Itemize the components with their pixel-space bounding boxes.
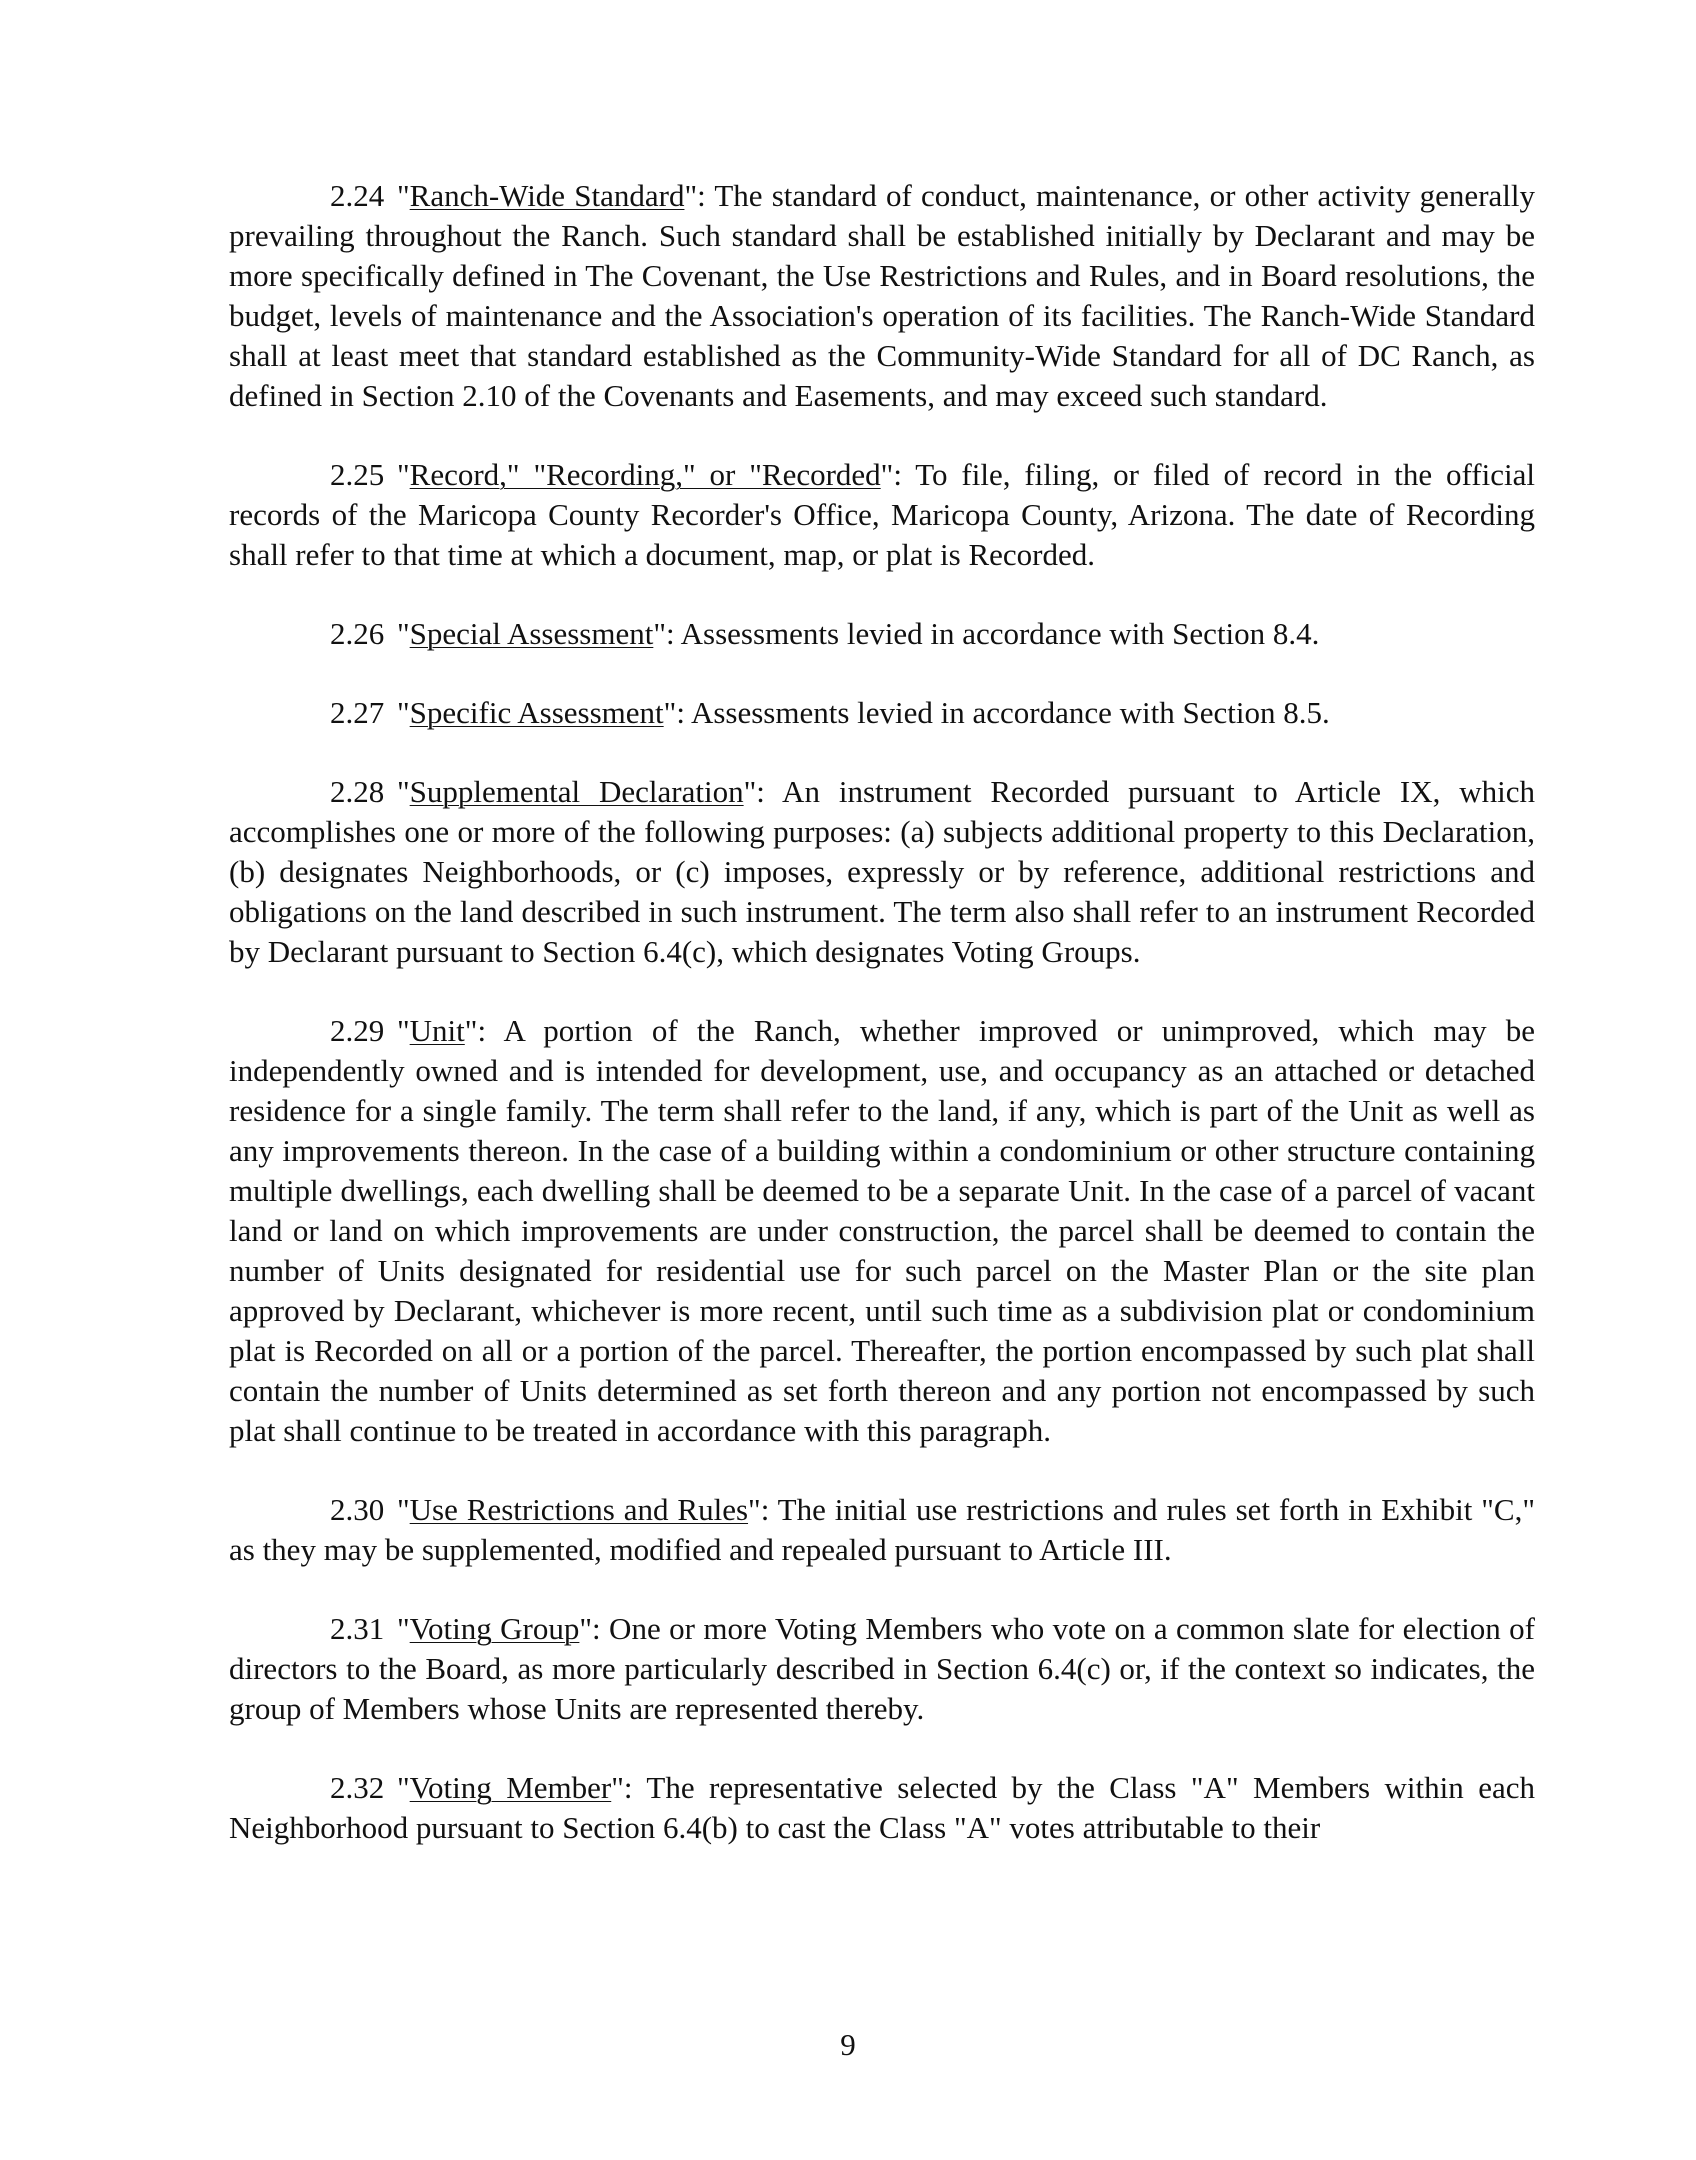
section-number: 2.32	[330, 1770, 385, 1805]
definition-paragraph: 2.30 "Use Restrictions and Rules": The initial use restrictions and rules set forth in Exhibit "C," as they may be supplemented, modified and repealed pursuant to Article III.	[229, 1492, 1535, 1567]
defined-term: Voting Member	[409, 1770, 612, 1805]
definitions-section	[229, 176, 1535, 1887]
defined-term: Voting Group	[409, 1611, 580, 1646]
definition-paragraph: 2.31 "Voting Group": One or more Voting Members who vote on a common slate for election of directors to the Board, as more particularly described in Section 6.4(c) or, if the context so indicates, the group of Members whose Units are represented thereby.	[229, 1611, 1535, 1726]
definition-text: : Assessments levied in accordance with Section 8.4.	[665, 616, 1320, 651]
section-number: 2.26	[330, 616, 385, 651]
section-number: 2.28	[330, 774, 385, 809]
definition-text: : A portion of the Ranch, whether improved or unimproved, which may be independently owned and is intended for development, use, and occupancy as an attached or detached residence for a single family. The term shall refer to the land, if any, which is part of the Unit as well as any improvements thereon. In the case of a building within a condominium or other structure containing multiple dwellings, each dwelling shall be deemed to be a separate Unit. In the case of a parcel of vacant land or land on which improvements are under construction, the parcel shall be deemed to contain the number of Units designated for residential use for such parcel on the Master Plan or the site plan approved by Declarant, whichever is more recent, until such time as a subdivision plat or condominium plat is Recorded on all or a portion of the parcel. Thereafter, the portion encompassed by such plat shall contain the number of Units determined as set forth thereon and any portion not encompassed by such plat shall continue to be treated in accordance with this paragraph.	[229, 1013, 1535, 1448]
section-number: 2.27	[330, 695, 385, 730]
section-number: 2.31	[330, 1611, 385, 1646]
section-number: 2.30	[330, 1492, 385, 1527]
definition-paragraph: 2.28 "Supplemental Declaration": An instrument Recorded pursuant to Article IX, which accomplishes one or more of the following purposes: (a) subjects additional property to this Declaration, (b) designates Neighborhoods, or (c) imposes, expressly or by reference, additional restrictions and obligations on the land described in such instrument. The term also shall refer to an instrument Recorded by Declarant pursuant to Section 6.4(c), which designates Voting Groups.	[229, 774, 1535, 969]
defined-term: Unit	[409, 1013, 465, 1048]
definition-text: : One or more Voting Members who vote on a common slate for election of directors to the Board, as more particularly described in Section 6.4(c) or, if the context so indicates, the group of Members whose Units are represented thereby.	[229, 1611, 1535, 1726]
definition-paragraph: 2.29 "Unit": A portion of the Ranch, whether improved or unimproved, which may be independently owned and is intended for development, use, and occupancy as an attached or detached residence for a single family. The term shall refer to the land, if any, which is part of the Unit as well as any improvements thereon. In the case of a building within a condominium or other structure containing multiple dwellings, each dwelling shall be deemed to be a separate Unit. In the case of a parcel of vacant land or land on which improvements are under construction, the parcel shall be deemed to contain the number of Units designated for residential use for such parcel on the Master Plan or the site plan approved by Declarant, whichever is more recent, until such time as a subdivision plat or condominium plat is Recorded on all or a portion of the parcel. Thereafter, the portion encompassed by such plat shall contain the number of Units determined as set forth thereon and any portion not encompassed by such plat shall continue to be treated in accordance with this paragraph.	[229, 1013, 1535, 1448]
defined-term: Specific Assessment	[409, 695, 664, 730]
defined-term: Special Assessment	[409, 616, 654, 651]
definition-paragraph: 2.24 "Ranch-Wide Standard": The standard of conduct, maintenance, or other activity generally prevailing throughout the Ranch. Such standard shall be established initially by Declarant and may be more specifically defined in The Covenant, the Use Restrictions and Rules, and in Board resolutions, the budget, levels of maintenance and the Association's operation of its facilities. The Ranch-Wide Standard shall at least meet that standard established as the Community-Wide Standard for all of DC Ranch, as defined in Section 2.10 of the Covenants and Easements, and may exceed such standard.	[229, 178, 1535, 413]
definition-text: : The initial use restrictions and rules set forth in Exhibit "C," as they may be supplemented, modified and repealed pursuant to Article III.	[229, 1492, 1535, 1567]
definition-paragraph: 2.25 "Record," "Recording," or "Recorded": To file, filing, or filed of record in the official records of the Maricopa County Recorder's Office, Maricopa County, Arizona. The date of Recording shall refer to that time at which a document, map, or plat is Recorded.	[229, 457, 1535, 572]
section-number: 2.29	[330, 1013, 385, 1048]
section-number: 2.25	[330, 457, 385, 492]
definition-text: : To file, filing, or filed of record in the official records of the Maricopa County Recorder's Office, Maricopa County, Arizona. The date of Recording shall refer to that time at which a document, map, or plat is Recorded.	[229, 457, 1535, 572]
definition-paragraph: 2.27 "Specific Assessment": Assessments levied in accordance with Section 8.5.	[229, 693, 1535, 733]
definition-text: : Assessments levied in accordance with Section 8.5.	[676, 695, 1330, 730]
defined-term: Record," "Recording," or "Recorded	[409, 457, 881, 492]
definition-paragraph: 2.32 "Voting Member": The representative selected by the Class "A" Members within each Neighborhood pursuant to Section 6.4(b) to cast the Class "A" votes attributable to their	[229, 1770, 1535, 1845]
definition-text: : The standard of conduct, maintenance, or other activity generally prevailing throughout the Ranch. Such standard shall be established initially by Declarant and may be more specifically defined in The Covenant, the Use Restrictions and Rules, and in Board resolutions, the budget, levels of maintenance and the Association's operation of its facilities. The Ranch-Wide Standard shall at least meet that standard established as the Community-Wide Standard for all of DC Ranch, as defined in Section 2.10 of the Covenants and Easements, and may exceed such standard.	[229, 178, 1535, 413]
section-number: 2.24	[330, 178, 385, 213]
defined-term: Ranch-Wide Standard	[409, 178, 685, 213]
definition-text: : The representative selected by the Class "A" Members within each Neighborhood pursuant to Section 6.4(b) to cast the Class "A" votes attributable to their	[229, 1770, 1535, 1845]
page-number: 9	[840, 2027, 856, 2062]
definition-text: : An instrument Recorded pursuant to Article IX, which accomplishes one or more of the following purposes: (a) subjects additional property to this Declaration, (b) designates Neighborhoods, or (c) imposes, expressly or by reference, additional restrictions and obligations on the land described in such instrument. The term also shall refer to an instrument Recorded by Declarant pursuant to Section 6.4(c), which designates Voting Groups.	[229, 774, 1535, 969]
definition-paragraph: 2.26 "Special Assessment": Assessments levied in accordance with Section 8.4.	[229, 614, 1535, 654]
defined-term: Use Restrictions and Rules	[409, 1492, 749, 1527]
defined-term: Supplemental Declaration	[409, 774, 744, 809]
